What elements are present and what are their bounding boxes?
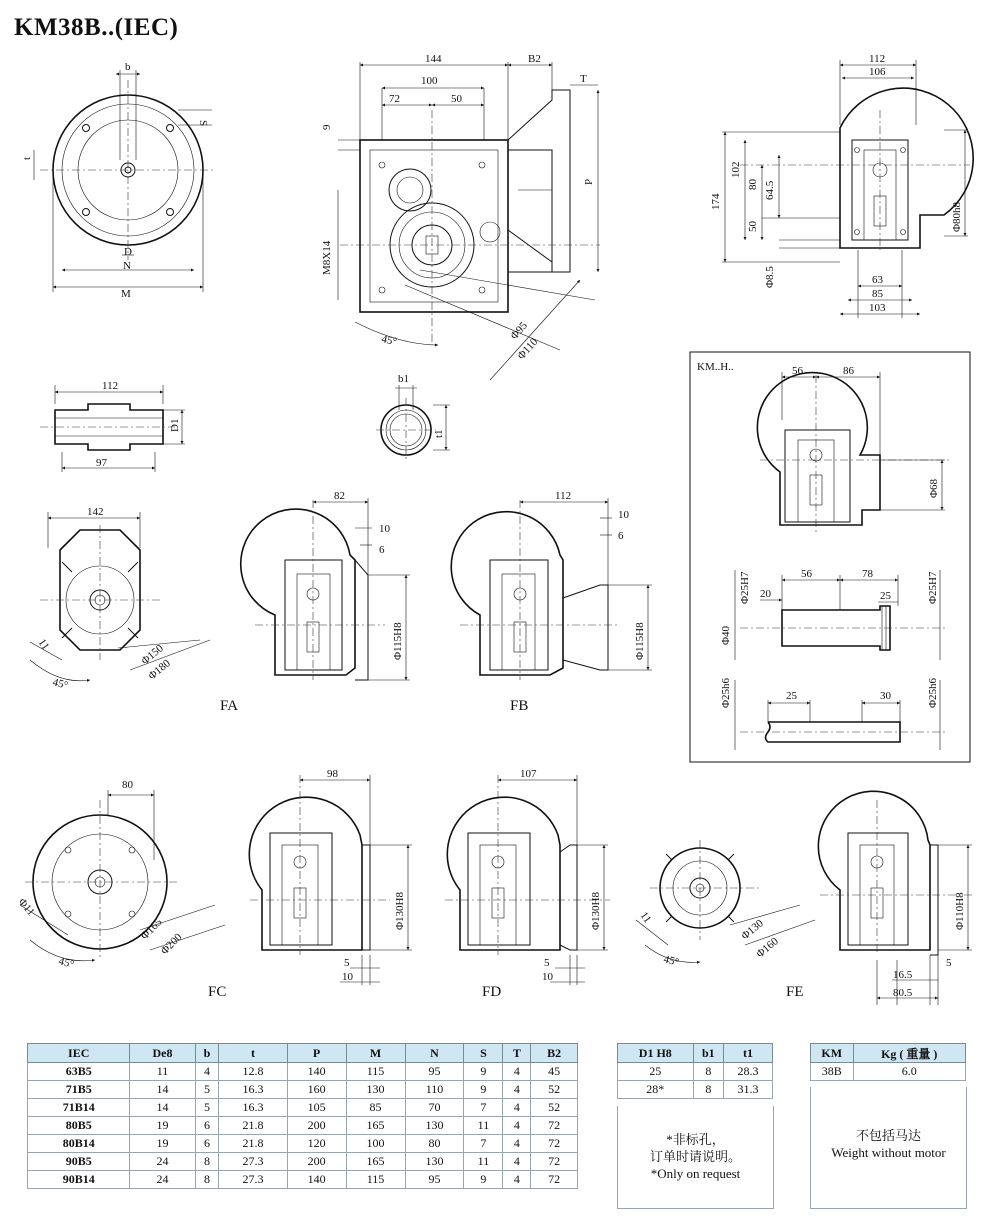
col-b1: b1 (693, 1044, 723, 1063)
cell: 5 (195, 1081, 219, 1099)
dim-100: 100 (421, 75, 438, 87)
cell: 25 (618, 1063, 694, 1081)
fb-dim-6: 6 (618, 530, 624, 542)
dim-t1: t1 (433, 429, 445, 438)
fb-side-view (451, 490, 652, 714)
fb-dim-112: 112 (555, 490, 572, 502)
km-table-header-row (811, 1044, 966, 1063)
col-d1h8: D1 H8 (618, 1044, 694, 1063)
fc-dim-phi130h8: Φ130H8 (394, 892, 406, 930)
dim-80: 80 (747, 179, 759, 190)
kmh-dim-phi25h7a: Φ25H7 (739, 571, 751, 604)
dim-72: 72 (389, 93, 400, 105)
cell: 7 (464, 1099, 503, 1117)
dim-m8x14: M8X14 (321, 240, 333, 275)
cell: 31.3 (724, 1081, 773, 1099)
dim-phi110: Φ110 (515, 336, 541, 363)
side-view-top-right (710, 53, 973, 318)
dim-b2: B2 (528, 53, 541, 65)
cell: 4 (503, 1081, 531, 1099)
cell: 95 (405, 1171, 464, 1189)
cell: 165 (346, 1153, 405, 1171)
dim-b1: b1 (398, 373, 409, 385)
cell: 90B14 (28, 1171, 130, 1189)
fe-label: FE (786, 984, 804, 1000)
dim-64-5: 64.5 (764, 180, 776, 200)
cell: 4 (503, 1135, 531, 1153)
table-row (28, 1117, 578, 1135)
cell: 80 (405, 1135, 464, 1153)
cell: 52 (531, 1081, 578, 1099)
dim-112: 112 (869, 53, 886, 65)
dim-50: 50 (451, 93, 462, 105)
cell: 28* (618, 1081, 694, 1099)
cell: 100 (346, 1135, 405, 1153)
note-cn-line2: 订单时请说明。 (649, 1149, 741, 1164)
kmh-dim-phi25h6b: Φ25h6 (927, 677, 939, 708)
cell: 6 (195, 1135, 219, 1153)
cell: 8 (195, 1171, 219, 1189)
dim-phi95: Φ95 (508, 319, 530, 343)
cell: 140 (287, 1171, 346, 1189)
kmh-dim-phi68: Φ68 (928, 478, 940, 498)
cell: 72 (531, 1153, 578, 1171)
kmh-dim-phi40: Φ40 (720, 625, 732, 645)
cell: 5 (195, 1099, 219, 1117)
cell: 8 (195, 1153, 219, 1171)
dim-174: 174 (710, 193, 722, 210)
dim-106: 106 (869, 66, 886, 78)
cell: 19 (130, 1135, 195, 1153)
kmh-dim-25: 25 (880, 590, 891, 602)
kmh-dim-phi25h6a: Φ25h6 (720, 677, 732, 708)
dim-103: 103 (869, 302, 886, 314)
cell: 11 (130, 1063, 195, 1081)
note-en: *Only on request (650, 1166, 741, 1181)
dim-d: D (124, 246, 132, 258)
fd-dim-phi130h8: Φ130H8 (590, 892, 602, 930)
col-p: P (287, 1044, 346, 1063)
cell: 21.8 (219, 1117, 287, 1135)
weight-note (810, 1087, 967, 1209)
cell: 7 (464, 1135, 503, 1153)
cell: 9 (464, 1171, 503, 1189)
page-title: KM38B..(IEC) (14, 14, 179, 41)
dim-9: 9 (321, 124, 333, 130)
cell: 19 (130, 1117, 195, 1135)
table-row (28, 1081, 578, 1099)
dim-s: S (197, 120, 209, 127)
cell: 110 (405, 1081, 464, 1099)
fc-dim-phi11: Φ11 (15, 896, 37, 919)
cell: 4 (503, 1117, 531, 1135)
cell: 24 (130, 1171, 195, 1189)
cell: 115 (346, 1063, 405, 1081)
cell: 4 (503, 1153, 531, 1171)
cell: 200 (287, 1153, 346, 1171)
dim-45: 45° (380, 333, 398, 349)
kmh-dim-56: 56 (792, 365, 803, 377)
fd-dim-5: 5 (544, 957, 550, 969)
cell: 9 (464, 1081, 503, 1099)
cell: 4 (503, 1171, 531, 1189)
fc-side-view (208, 768, 412, 1000)
fa-dim-phi115h8: Φ115H8 (392, 622, 404, 660)
table-row (811, 1063, 966, 1081)
cell: 6 (195, 1117, 219, 1135)
cell: 70 (405, 1099, 464, 1117)
fc-dim-phi200: Φ200 (158, 931, 185, 958)
fb-label: FB (510, 698, 529, 714)
fc-dim-10: 10 (342, 971, 353, 983)
cell: 4 (503, 1099, 531, 1117)
cell: 4 (503, 1063, 531, 1081)
fe-flange-face (636, 840, 815, 969)
cell: 4 (195, 1063, 219, 1081)
table-row (28, 1153, 578, 1171)
col-b2: B2 (531, 1044, 578, 1063)
note-cn: 不包括马达 (855, 1128, 921, 1143)
col-iec: IEC (28, 1044, 130, 1063)
col-t: t (219, 1044, 287, 1063)
cell: 12.8 (219, 1063, 287, 1081)
fe-dim-phi160: Φ160 (754, 935, 781, 961)
dim-144: 144 (425, 53, 442, 65)
cell: 28.3 (724, 1063, 773, 1081)
cell: 45 (531, 1063, 578, 1081)
col-de8: De8 (130, 1044, 195, 1063)
hollow-shaft-note (617, 1106, 774, 1209)
cell: 95 (405, 1063, 464, 1081)
kmh-dim-25b: 25 (786, 690, 797, 702)
fe-dim-phi110h8: Φ110H8 (954, 892, 966, 930)
note-cn-line1: *非标孔， (666, 1132, 725, 1147)
cell: 52 (531, 1099, 578, 1117)
col-n: N (405, 1044, 464, 1063)
fe-side-view (786, 791, 975, 1005)
cell: 115 (346, 1171, 405, 1189)
dim-11: 11 (35, 636, 52, 653)
cell: 8 (693, 1063, 723, 1081)
iec-dimension-table (27, 1043, 578, 1189)
cell: 71B14 (28, 1099, 130, 1117)
kmh-dim-30: 30 (880, 690, 891, 702)
note-en: Weight without motor (831, 1145, 946, 1160)
dim-t: T (580, 73, 587, 85)
cell: 16.3 (219, 1081, 287, 1099)
kmh-box (690, 352, 970, 762)
fb-dim-phi115h8: Φ115H8 (634, 622, 646, 660)
kmh-dim-86: 86 (843, 365, 854, 377)
cell: 165 (346, 1117, 405, 1135)
fa-side-view (220, 490, 410, 714)
fe-dim-5: 5 (946, 957, 952, 969)
cell: 71B5 (28, 1081, 130, 1099)
cell: 200 (287, 1117, 346, 1135)
dim-142: 142 (87, 506, 104, 518)
dim-t: t (21, 156, 33, 160)
table-row (28, 1063, 578, 1081)
cell: 85 (346, 1099, 405, 1117)
cell: 6.0 (853, 1063, 965, 1081)
cell: 105 (287, 1099, 346, 1117)
col-b: b (195, 1044, 219, 1063)
fe-dim-phi130: Φ130 (739, 917, 766, 943)
kmh-dim-78: 78 (862, 568, 873, 580)
col-t1: t1 (724, 1044, 773, 1063)
cell: 130 (405, 1117, 464, 1135)
cell: 90B5 (28, 1153, 130, 1171)
cell: 11 (464, 1153, 503, 1171)
fa-dim-10: 10 (379, 523, 390, 535)
fb-dim-10: 10 (618, 509, 629, 521)
fc-dim-80: 80 (122, 779, 133, 791)
fa-flange-face (30, 506, 210, 692)
col-kg: Kg ( 重量 ) (853, 1044, 965, 1063)
dim-102: 102 (730, 161, 742, 178)
fc-dim-phi165: Φ165 (138, 916, 165, 943)
cell: 16.3 (219, 1099, 287, 1117)
fc-label: FC (208, 984, 227, 1000)
fd-dim-10: 10 (542, 971, 553, 983)
fc-dim-5: 5 (344, 957, 350, 969)
dim-p: P (583, 178, 595, 185)
weight-table (810, 1043, 966, 1081)
fa-dim-82: 82 (334, 490, 345, 502)
hollow-shaft-view (40, 373, 450, 472)
cell: 72 (531, 1135, 578, 1153)
dim-n: N (123, 260, 131, 272)
dim-50: 50 (747, 221, 759, 232)
dim-phi180: Φ180 (146, 657, 173, 683)
cell: 27.3 (219, 1153, 287, 1171)
kmh-label: KM..H.. (697, 361, 734, 373)
table-row (28, 1099, 578, 1117)
dim-phi80h8: Φ80h8 (951, 201, 963, 232)
col-m: M (346, 1044, 405, 1063)
cell: 27.3 (219, 1171, 287, 1189)
dim-shaft-d1: D1 (169, 418, 181, 432)
iec-table-header-row (28, 1044, 578, 1063)
gearbox-main-view (321, 53, 600, 380)
cell: 72 (531, 1171, 578, 1189)
col-km: KM (811, 1044, 854, 1063)
col-s: S (464, 1044, 503, 1063)
cell: 130 (346, 1081, 405, 1099)
motor-flange-view (21, 61, 215, 300)
d1-table-header-row (618, 1044, 773, 1063)
fe-dim-16-5: 16.5 (893, 969, 913, 981)
cell: 11 (464, 1117, 503, 1135)
fa-label: FA (220, 698, 239, 714)
cell: 8 (693, 1081, 723, 1099)
fd-side-view (445, 768, 610, 1000)
cell: 24 (130, 1153, 195, 1171)
fe-dim-11: 11 (637, 909, 654, 926)
dim-m: M (121, 288, 131, 300)
kmh-dim-20: 20 (760, 588, 771, 600)
cell: 80B14 (28, 1135, 130, 1153)
fa-dim-6: 6 (379, 544, 385, 556)
cell: 14 (130, 1081, 195, 1099)
cell: 80B5 (28, 1117, 130, 1135)
fd-label: FD (482, 984, 502, 1000)
cell: 130 (405, 1153, 464, 1171)
cell: 63B5 (28, 1063, 130, 1081)
cell: 160 (287, 1081, 346, 1099)
table-row (618, 1081, 773, 1099)
dim-85: 85 (872, 288, 883, 300)
dim-shaft-112: 112 (102, 380, 119, 392)
table-row (618, 1063, 773, 1081)
cell: 21.8 (219, 1135, 287, 1153)
dim-b: b (125, 61, 131, 73)
fc-dim-45: 45° (57, 955, 76, 971)
dim-phi150: Φ150 (139, 642, 166, 668)
fc-flange-face (16, 779, 225, 971)
hollow-shaft-table (617, 1043, 773, 1099)
cell: 38B (811, 1063, 854, 1081)
dim-shaft-97: 97 (96, 457, 107, 469)
cell: 14 (130, 1099, 195, 1117)
dim-63: 63 (872, 274, 883, 286)
table-row (28, 1171, 578, 1189)
kmh-dim-56b: 56 (801, 568, 812, 580)
fe-dim-45: 45° (662, 953, 681, 969)
fe-dim-80-5: 80.5 (893, 987, 913, 999)
cell: 9 (464, 1063, 503, 1081)
fc-dim-98: 98 (327, 768, 338, 780)
fd-dim-107: 107 (520, 768, 537, 780)
table-row (28, 1135, 578, 1153)
kmh-dim-phi25h7b: Φ25H7 (927, 571, 939, 604)
cell: 72 (531, 1117, 578, 1135)
dim-45: 45° (51, 676, 70, 692)
cell: 120 (287, 1135, 346, 1153)
cell: 140 (287, 1063, 346, 1081)
dim-phi8-5: Φ8.5 (764, 266, 776, 288)
col-t-flange: T (503, 1044, 531, 1063)
